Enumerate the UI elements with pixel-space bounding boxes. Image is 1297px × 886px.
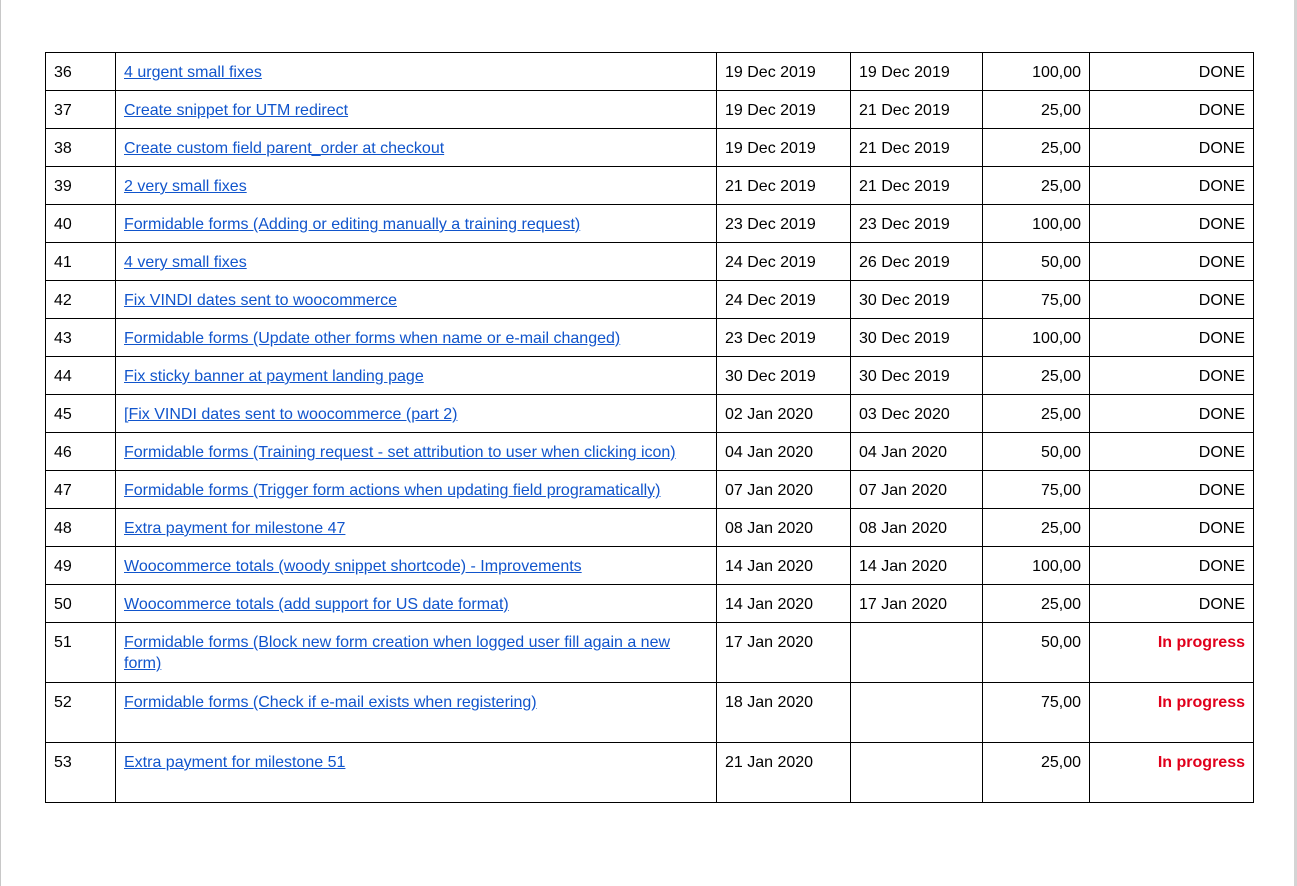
milestone-task-cell bbox=[116, 319, 717, 357]
milestone-amount: 25,00 bbox=[1040, 102, 1081, 119]
table-row bbox=[46, 433, 1254, 471]
milestone-end-date: 21 Dec 2019 bbox=[859, 178, 950, 195]
milestone-task-cell bbox=[116, 547, 717, 585]
milestone-amount-cell bbox=[983, 395, 1090, 433]
milestone-number: 51 bbox=[54, 634, 72, 651]
milestone-number: 49 bbox=[54, 558, 72, 575]
milestone-end-date-cell bbox=[851, 91, 983, 129]
milestone-end-date: 04 Jan 2020 bbox=[859, 444, 948, 461]
milestone-start-date-cell bbox=[717, 53, 851, 91]
milestone-status-cell bbox=[1090, 205, 1254, 243]
milestone-amount: 25,00 bbox=[1040, 406, 1081, 423]
milestone-number-cell bbox=[46, 205, 116, 243]
milestone-amount-cell bbox=[983, 243, 1090, 281]
milestone-task-link[interactable]: 4 very small fixes bbox=[124, 254, 247, 271]
milestone-amount: 25,00 bbox=[1040, 140, 1081, 157]
milestone-end-date: 07 Jan 2020 bbox=[859, 482, 948, 499]
milestone-amount: 75,00 bbox=[1040, 694, 1081, 711]
milestone-status: DONE bbox=[1198, 178, 1245, 195]
milestone-task-link[interactable]: Formidable forms (Trigger form actions when updating field programatically) bbox=[124, 482, 661, 499]
milestone-task-cell bbox=[116, 91, 717, 129]
milestone-task-cell bbox=[116, 509, 717, 547]
milestone-task-cell bbox=[116, 683, 717, 743]
milestone-start-date-cell bbox=[717, 243, 851, 281]
milestone-end-date-cell bbox=[851, 357, 983, 395]
milestone-status-cell bbox=[1090, 623, 1254, 683]
milestone-amount: 100,00 bbox=[1032, 558, 1081, 575]
table-row bbox=[46, 509, 1254, 547]
milestone-end-date: 14 Jan 2020 bbox=[859, 558, 948, 575]
milestone-end-date-cell bbox=[851, 509, 983, 547]
milestone-end-date-cell bbox=[851, 53, 983, 91]
milestone-number-cell bbox=[46, 167, 116, 205]
table-row bbox=[46, 281, 1254, 319]
milestone-status-cell bbox=[1090, 433, 1254, 471]
milestone-start-date: 30 Dec 2019 bbox=[725, 368, 816, 385]
milestone-start-date: 08 Jan 2020 bbox=[725, 520, 814, 537]
milestone-start-date: 14 Jan 2020 bbox=[725, 596, 814, 613]
milestone-end-date: 21 Dec 2019 bbox=[859, 102, 950, 119]
milestone-task-link[interactable]: Formidable forms (Adding or editing manually a training request) bbox=[124, 216, 581, 233]
milestone-number: 42 bbox=[54, 292, 72, 309]
milestone-start-date: 23 Dec 2019 bbox=[725, 216, 816, 233]
milestone-number-cell bbox=[46, 433, 116, 471]
milestone-number-cell bbox=[46, 319, 116, 357]
milestone-task-cell bbox=[116, 167, 717, 205]
milestone-status: DONE bbox=[1198, 520, 1245, 537]
milestone-task-link[interactable]: Formidable forms (Training request - set attribution to user when clicking icon) bbox=[124, 444, 676, 461]
milestone-task-cell bbox=[116, 53, 717, 91]
milestone-number-cell bbox=[46, 509, 116, 547]
milestone-amount: 25,00 bbox=[1040, 368, 1081, 385]
milestone-start-date: 04 Jan 2020 bbox=[725, 444, 814, 461]
milestone-end-date-cell bbox=[851, 395, 983, 433]
milestone-amount-cell bbox=[983, 319, 1090, 357]
milestone-start-date-cell bbox=[717, 167, 851, 205]
milestone-number: 48 bbox=[54, 520, 72, 537]
milestone-end-date: 08 Jan 2020 bbox=[859, 520, 948, 537]
table-row bbox=[46, 357, 1254, 395]
milestone-end-date: 30 Dec 2019 bbox=[859, 368, 950, 385]
milestone-task-link[interactable]: Extra payment for milestone 47 bbox=[124, 520, 346, 537]
milestone-number-cell bbox=[46, 357, 116, 395]
milestone-number: 37 bbox=[54, 102, 72, 119]
milestone-amount: 25,00 bbox=[1040, 596, 1081, 613]
milestone-start-date: 14 Jan 2020 bbox=[725, 558, 814, 575]
table-row bbox=[46, 129, 1254, 167]
milestone-task-cell bbox=[116, 471, 717, 509]
milestone-status: DONE bbox=[1198, 406, 1245, 423]
table-row bbox=[46, 623, 1254, 683]
milestone-end-date-cell bbox=[851, 683, 983, 743]
milestone-task-link[interactable]: Create snippet for UTM redirect bbox=[124, 102, 349, 119]
milestone-amount: 75,00 bbox=[1040, 482, 1081, 499]
milestone-task-link[interactable]: Formidable forms (Update other forms when name or e-mail changed) bbox=[124, 330, 621, 347]
milestone-task-link[interactable]: Fix VINDI dates sent to woocommerce bbox=[124, 292, 397, 309]
milestone-amount-cell bbox=[983, 623, 1090, 683]
table-row bbox=[46, 53, 1254, 91]
milestone-task-link[interactable]: Fix sticky banner at payment landing page bbox=[124, 368, 424, 385]
milestone-number-cell bbox=[46, 471, 116, 509]
milestone-status: DONE bbox=[1198, 558, 1245, 575]
milestone-end-date-cell bbox=[851, 243, 983, 281]
milestone-task-cell bbox=[116, 357, 717, 395]
milestone-amount-cell bbox=[983, 281, 1090, 319]
milestone-amount: 100,00 bbox=[1032, 64, 1081, 81]
milestone-amount-cell bbox=[983, 91, 1090, 129]
milestone-amount-cell bbox=[983, 743, 1090, 803]
milestone-task-link[interactable]: Create custom field parent_order at checkout bbox=[124, 140, 445, 157]
milestone-task-link[interactable]: Woocommerce totals (woody snippet shortcode) - Improvements bbox=[124, 558, 582, 575]
milestone-status-cell bbox=[1090, 243, 1254, 281]
milestone-end-date-cell bbox=[851, 281, 983, 319]
milestone-status-cell bbox=[1090, 129, 1254, 167]
milestone-amount-cell bbox=[983, 683, 1090, 743]
milestone-start-date: 17 Jan 2020 bbox=[725, 634, 814, 651]
milestone-number-cell bbox=[46, 585, 116, 623]
milestone-start-date: 21 Dec 2019 bbox=[725, 178, 816, 195]
milestone-amount-cell bbox=[983, 585, 1090, 623]
milestone-status: DONE bbox=[1198, 444, 1245, 461]
milestone-amount: 25,00 bbox=[1040, 178, 1081, 195]
milestone-amount: 100,00 bbox=[1032, 216, 1081, 233]
milestone-amount-cell bbox=[983, 433, 1090, 471]
milestone-start-date: 02 Jan 2020 bbox=[725, 406, 814, 423]
milestone-start-date-cell bbox=[717, 743, 851, 803]
milestone-status: In progress bbox=[1157, 634, 1245, 651]
milestone-start-date-cell bbox=[717, 205, 851, 243]
milestone-start-date: 21 Jan 2020 bbox=[725, 754, 814, 771]
table-row bbox=[46, 167, 1254, 205]
milestone-start-date-cell bbox=[717, 585, 851, 623]
milestone-status: DONE bbox=[1198, 482, 1245, 499]
milestone-status-cell bbox=[1090, 509, 1254, 547]
milestone-start-date-cell bbox=[717, 547, 851, 585]
milestone-number: 43 bbox=[54, 330, 72, 347]
milestone-status: DONE bbox=[1198, 596, 1245, 613]
milestone-status-cell bbox=[1090, 319, 1254, 357]
milestone-end-date-cell bbox=[851, 471, 983, 509]
page-left-edge bbox=[0, 0, 1, 886]
milestone-task-cell bbox=[116, 281, 717, 319]
milestone-start-date: 19 Dec 2019 bbox=[725, 64, 816, 81]
table-row bbox=[46, 471, 1254, 509]
milestone-task-cell bbox=[116, 585, 717, 623]
milestone-task-cell bbox=[116, 243, 717, 281]
milestone-number-cell bbox=[46, 743, 116, 803]
milestone-number-cell bbox=[46, 547, 116, 585]
milestone-start-date-cell bbox=[717, 433, 851, 471]
table-row bbox=[46, 91, 1254, 129]
milestone-start-date-cell bbox=[717, 683, 851, 743]
milestone-start-date-cell bbox=[717, 129, 851, 167]
milestone-status: In progress bbox=[1157, 694, 1245, 711]
milestone-task-link[interactable]: Formidable forms (Check if e-mail exists when registering) bbox=[124, 694, 537, 711]
milestone-task-cell bbox=[116, 205, 717, 243]
milestone-status-cell bbox=[1090, 281, 1254, 319]
milestone-amount-cell bbox=[983, 547, 1090, 585]
milestone-task-cell bbox=[116, 129, 717, 167]
table-row bbox=[46, 243, 1254, 281]
milestone-amount-cell bbox=[983, 509, 1090, 547]
milestone-status: DONE bbox=[1198, 140, 1245, 157]
milestone-number-cell bbox=[46, 243, 116, 281]
milestone-end-date-cell bbox=[851, 167, 983, 205]
milestone-status: DONE bbox=[1198, 368, 1245, 385]
milestone-start-date-cell bbox=[717, 623, 851, 683]
milestone-start-date-cell bbox=[717, 395, 851, 433]
milestone-number-cell bbox=[46, 623, 116, 683]
milestone-end-date-cell bbox=[851, 585, 983, 623]
milestone-task-link[interactable]: 2 very small fixes bbox=[124, 178, 247, 195]
milestone-task-cell bbox=[116, 433, 717, 471]
milestone-status: DONE bbox=[1198, 102, 1245, 119]
milestone-start-date: 18 Jan 2020 bbox=[725, 694, 814, 711]
milestones-table-body bbox=[46, 53, 1254, 803]
milestone-end-date-cell bbox=[851, 433, 983, 471]
milestone-status-cell bbox=[1090, 471, 1254, 509]
milestone-start-date: 19 Dec 2019 bbox=[725, 140, 816, 157]
milestone-status: DONE bbox=[1198, 64, 1245, 81]
milestone-start-date: 23 Dec 2019 bbox=[725, 330, 816, 347]
table-row bbox=[46, 319, 1254, 357]
milestone-end-date: 26 Dec 2019 bbox=[859, 254, 950, 271]
milestone-end-date: 03 Dec 2020 bbox=[859, 406, 950, 423]
milestone-start-date: 24 Dec 2019 bbox=[725, 292, 816, 309]
milestone-amount-cell bbox=[983, 53, 1090, 91]
milestone-end-date: 17 Jan 2020 bbox=[859, 596, 948, 613]
milestone-end-date: 21 Dec 2019 bbox=[859, 140, 950, 157]
milestone-start-date: 07 Jan 2020 bbox=[725, 482, 814, 499]
milestone-status-cell bbox=[1090, 683, 1254, 743]
milestone-end-date-cell bbox=[851, 547, 983, 585]
milestone-status-cell bbox=[1090, 53, 1254, 91]
milestone-task-cell bbox=[116, 623, 717, 683]
milestone-number-cell bbox=[46, 281, 116, 319]
milestone-task-link[interactable]: Formidable forms (Block new form creation when logged user fill again a new form) bbox=[124, 634, 671, 672]
milestone-task-link[interactable]: 4 urgent small fixes bbox=[124, 64, 262, 81]
milestone-start-date-cell bbox=[717, 281, 851, 319]
table-row bbox=[46, 205, 1254, 243]
milestone-end-date-cell bbox=[851, 129, 983, 167]
milestone-start-date: 19 Dec 2019 bbox=[725, 102, 816, 119]
milestone-number: 41 bbox=[54, 254, 72, 271]
milestone-status: DONE bbox=[1198, 254, 1245, 271]
milestone-number-cell bbox=[46, 395, 116, 433]
milestone-status-cell bbox=[1090, 743, 1254, 803]
milestone-task-cell bbox=[116, 743, 717, 803]
milestone-amount: 25,00 bbox=[1040, 520, 1081, 537]
milestone-end-date: 23 Dec 2019 bbox=[859, 216, 950, 233]
milestone-amount-cell bbox=[983, 471, 1090, 509]
milestone-task-cell bbox=[116, 395, 717, 433]
milestone-end-date: 30 Dec 2019 bbox=[859, 330, 950, 347]
milestone-status-cell bbox=[1090, 585, 1254, 623]
milestone-number: 50 bbox=[54, 596, 72, 613]
milestone-number: 47 bbox=[54, 482, 72, 499]
milestone-status: DONE bbox=[1198, 292, 1245, 309]
milestone-task-link[interactable]: Woocommerce totals (add support for US date format) bbox=[124, 596, 509, 613]
milestone-status-cell bbox=[1090, 167, 1254, 205]
milestone-task-link[interactable]: Extra payment for milestone 51 bbox=[124, 754, 346, 771]
milestones-table bbox=[45, 52, 1254, 803]
table-row bbox=[46, 743, 1254, 803]
milestone-amount-cell bbox=[983, 357, 1090, 395]
milestone-amount: 50,00 bbox=[1040, 634, 1081, 651]
milestone-status-cell bbox=[1090, 395, 1254, 433]
milestone-status: In progress bbox=[1157, 754, 1245, 771]
milestone-amount: 50,00 bbox=[1040, 254, 1081, 271]
milestone-end-date-cell bbox=[851, 743, 983, 803]
table-row bbox=[46, 547, 1254, 585]
table-row bbox=[46, 683, 1254, 743]
milestone-end-date-cell bbox=[851, 205, 983, 243]
milestone-start-date-cell bbox=[717, 471, 851, 509]
milestone-status-cell bbox=[1090, 91, 1254, 129]
milestone-start-date-cell bbox=[717, 91, 851, 129]
milestone-number-cell bbox=[46, 129, 116, 167]
milestone-task-link[interactable]: [Fix VINDI dates sent to woocommerce (part 2) bbox=[124, 406, 458, 423]
milestone-status: DONE bbox=[1198, 330, 1245, 347]
milestone-amount: 100,00 bbox=[1032, 330, 1081, 347]
milestone-status-cell bbox=[1090, 547, 1254, 585]
milestone-amount: 50,00 bbox=[1040, 444, 1081, 461]
milestone-amount: 25,00 bbox=[1040, 754, 1081, 771]
milestone-end-date: 30 Dec 2019 bbox=[859, 292, 950, 309]
milestone-end-date-cell bbox=[851, 623, 983, 683]
milestone-number-cell bbox=[46, 683, 116, 743]
milestone-start-date: 24 Dec 2019 bbox=[725, 254, 816, 271]
table-row bbox=[46, 585, 1254, 623]
milestone-status: DONE bbox=[1198, 216, 1245, 233]
milestone-amount-cell bbox=[983, 129, 1090, 167]
milestone-amount-cell bbox=[983, 167, 1090, 205]
milestone-number: 40 bbox=[54, 216, 72, 233]
milestone-start-date-cell bbox=[717, 509, 851, 547]
milestone-amount-cell bbox=[983, 205, 1090, 243]
milestone-start-date-cell bbox=[717, 319, 851, 357]
milestone-number: 53 bbox=[54, 754, 72, 771]
milestone-number: 38 bbox=[54, 140, 72, 157]
milestone-end-date-cell bbox=[851, 319, 983, 357]
milestone-number: 36 bbox=[54, 64, 72, 81]
table-row bbox=[46, 395, 1254, 433]
milestone-start-date-cell bbox=[717, 357, 851, 395]
milestone-number: 52 bbox=[54, 694, 72, 711]
milestone-number: 45 bbox=[54, 406, 72, 423]
milestone-number: 46 bbox=[54, 444, 72, 461]
milestone-status-cell bbox=[1090, 357, 1254, 395]
milestone-number-cell bbox=[46, 53, 116, 91]
milestone-end-date: 19 Dec 2019 bbox=[859, 64, 950, 81]
milestone-number: 44 bbox=[54, 368, 72, 385]
milestone-number: 39 bbox=[54, 178, 72, 195]
milestone-number-cell bbox=[46, 91, 116, 129]
milestone-amount: 75,00 bbox=[1040, 292, 1081, 309]
